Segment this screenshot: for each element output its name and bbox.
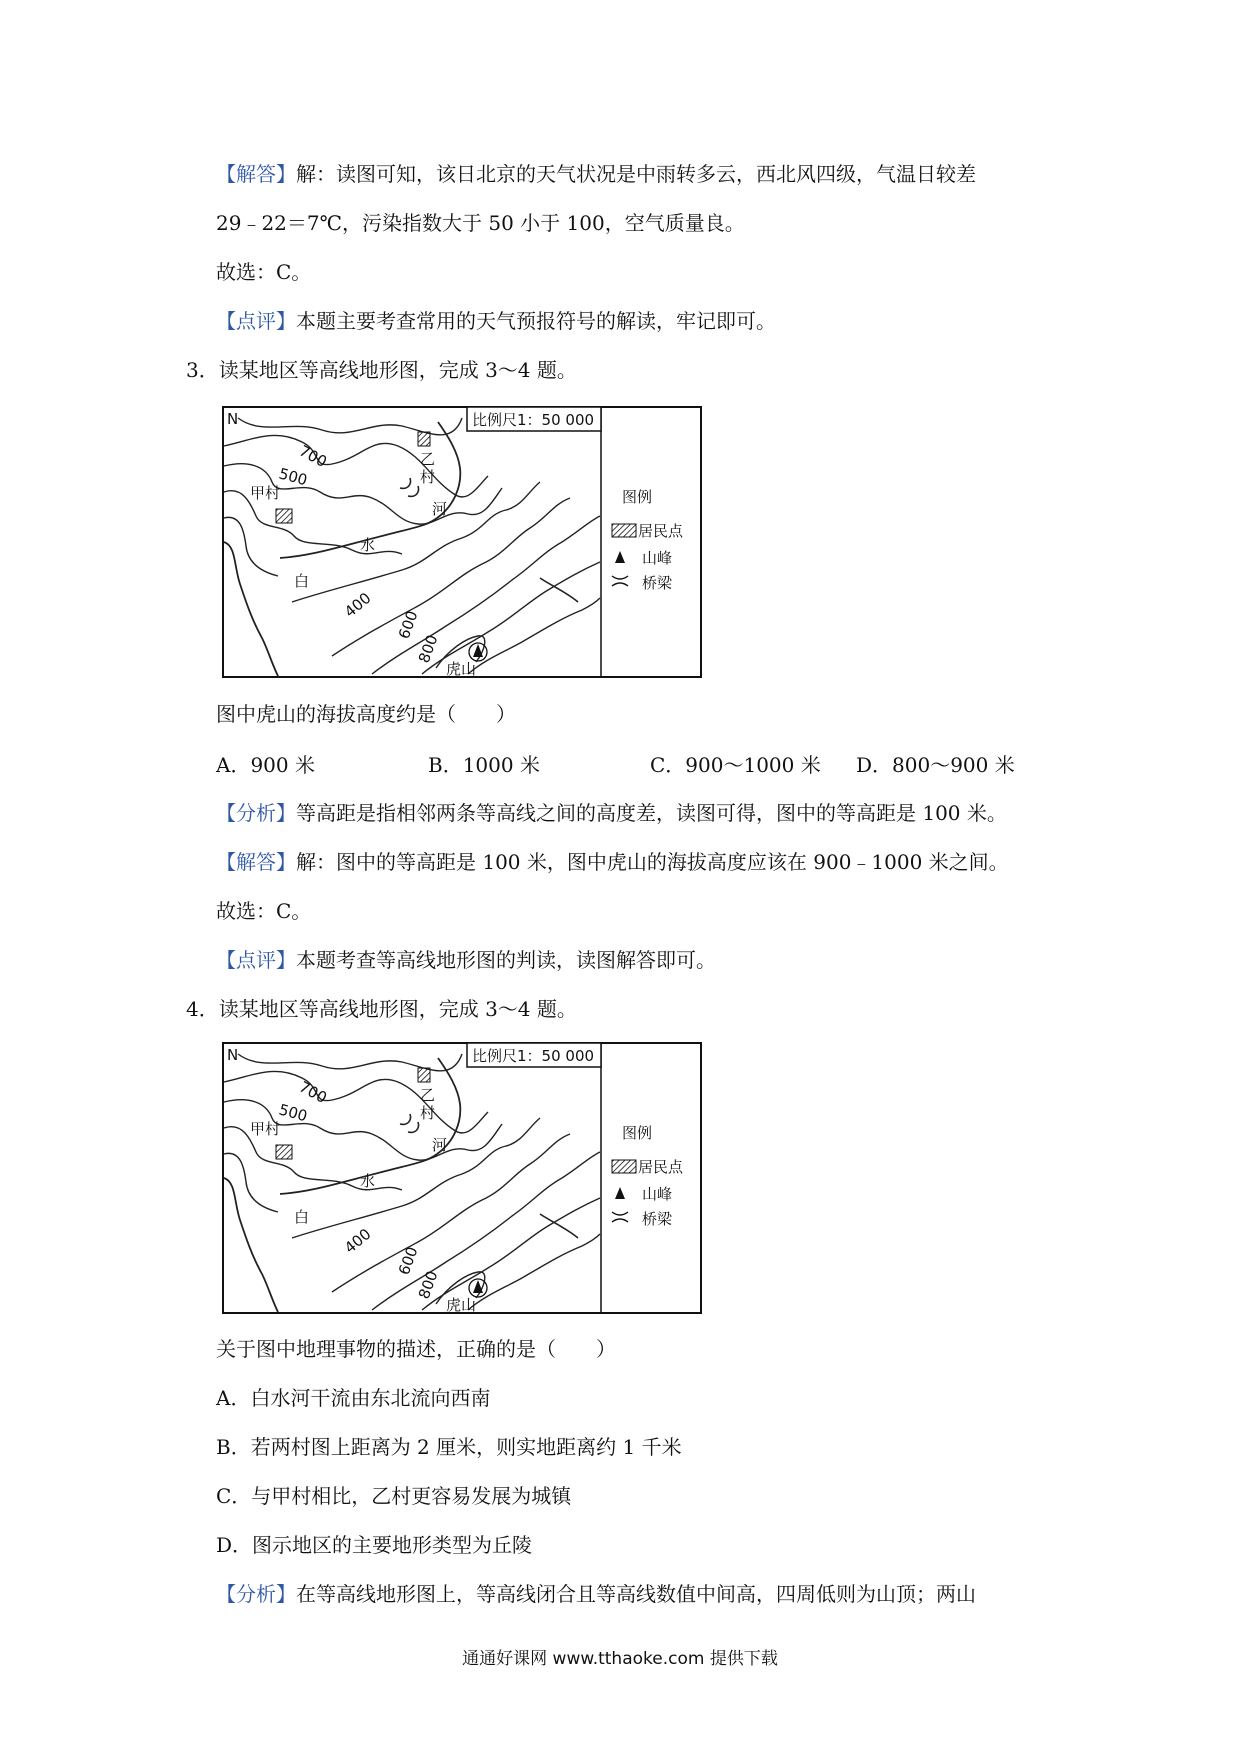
- map-village-yi-1: 乙: [420, 450, 436, 468]
- map-legend-title: 图例: [622, 488, 653, 506]
- map2-legend-title: 图例: [622, 1124, 653, 1142]
- map-legend-settlement: 居民点: [638, 522, 684, 540]
- map2-village-yi-2: 村: [420, 1104, 436, 1122]
- map2-river-bai: 白: [294, 1208, 310, 1226]
- q4-option-b: B．若两村图上距离为 2 厘米，则实地距离约 1 千米: [216, 1435, 682, 1459]
- contour-map-figure: [222, 406, 702, 678]
- map2-legend-bridge: 桥梁: [642, 1210, 673, 1228]
- map-c400: 400: [341, 588, 375, 622]
- map2-legend-peak: 山峰: [642, 1185, 673, 1203]
- map-river-he: 河: [432, 500, 448, 518]
- map2-river-shui: 水: [360, 1172, 376, 1190]
- map-c800: 800: [414, 632, 442, 666]
- q4-question: 关于图中地理事物的描述，正确的是（ ）: [216, 1337, 616, 1361]
- map-c600: 600: [394, 608, 422, 642]
- map-mountain: 虎山: [446, 660, 477, 678]
- map-c700: 700: [296, 441, 330, 471]
- map2-c600: 600: [394, 1244, 422, 1278]
- q3-option-a: A．900 米: [216, 753, 315, 777]
- q3-option-d: D．800～900 米: [856, 753, 1015, 777]
- q4-contour-map: [222, 1042, 702, 1314]
- map-village-jia: 甲村: [250, 484, 281, 502]
- map-legend-peak: 山峰: [642, 549, 673, 567]
- q4-option-c: C．与甲村相比，乙村更容易发展为城镇: [216, 1484, 572, 1508]
- map-north: N: [227, 410, 239, 428]
- map2-river-he: 河: [432, 1136, 448, 1154]
- q4-title: 4．读某地区等高线地形图，完成 3～4 题。: [186, 997, 577, 1021]
- prev-answer-line-1: 【解答】解：读图可知，该日北京的天气状况是中雨转多云，西北风四级，气温日较差: [216, 162, 976, 186]
- map-legend-bridge: 桥梁: [642, 574, 673, 592]
- page-footer: 通通好课网 www.tthaoke.com 提供下载: [462, 1649, 778, 1669]
- map2-c500: 500: [276, 1100, 310, 1126]
- map-river-bai: 白: [294, 572, 310, 590]
- q4-analysis: 【分析】在等高线地形图上，等高线闭合且等高线数值中间高，四周低则为山顶；两山: [216, 1582, 976, 1606]
- q3-question: 图中虎山的海拔高度约是（ ）: [216, 702, 516, 726]
- q4-option-d: D．图示地区的主要地形类型为丘陵: [216, 1533, 533, 1557]
- map2-c400: 400: [341, 1224, 375, 1258]
- q3-title: 3．读某地区等高线地形图，完成 3～4 题。: [186, 358, 577, 382]
- q3-contour-map: [222, 406, 702, 678]
- q3-answer: 【解答】解：图中的等高距是 100 米，图中虎山的海拔高度应该在 900﹣1000 米之间。: [216, 850, 1009, 874]
- map2-legend-settlement: 居民点: [638, 1158, 684, 1176]
- prev-choice: 故选：C。: [216, 260, 312, 284]
- q3-option-b: B．1000 米: [428, 753, 540, 777]
- map2-c800: 800: [414, 1268, 442, 1302]
- map2-village-jia: 甲村: [250, 1120, 281, 1138]
- q3-option-c: C．900～1000 米: [650, 753, 821, 777]
- q3-review: 【点评】本题考查等高线地形图的判读，读图解答即可。: [216, 948, 716, 972]
- map2-village-yi-1: 乙: [420, 1086, 436, 1104]
- map2-north: N: [227, 1046, 239, 1064]
- prev-answer-line-2: 29﹣22＝7℃，污染指数大于 50 小于 100，空气质量良。: [216, 211, 745, 235]
- prev-review: 【点评】本题主要考查常用的天气预报符号的解读，牢记即可。: [216, 309, 776, 333]
- q4-option-a: A．白水河干流由东北流向西南: [216, 1386, 491, 1410]
- map-scale: 比例尺1：50 000: [472, 411, 595, 429]
- map2-c700: 700: [296, 1077, 330, 1107]
- map-c500: 500: [276, 464, 310, 490]
- q3-choice: 故选：C。: [216, 899, 312, 923]
- contour-map-figure-2: [222, 1042, 702, 1314]
- map-village-yi-2: 村: [420, 468, 436, 486]
- q3-analysis: 【分析】等高距是指相邻两条等高线之间的高度差，读图可得，图中的等高距是 100 米。: [216, 801, 1007, 825]
- map-river-shui: 水: [360, 536, 376, 554]
- map2-scale: 比例尺1：50 000: [472, 1047, 595, 1065]
- map2-mountain: 虎山: [446, 1296, 477, 1314]
